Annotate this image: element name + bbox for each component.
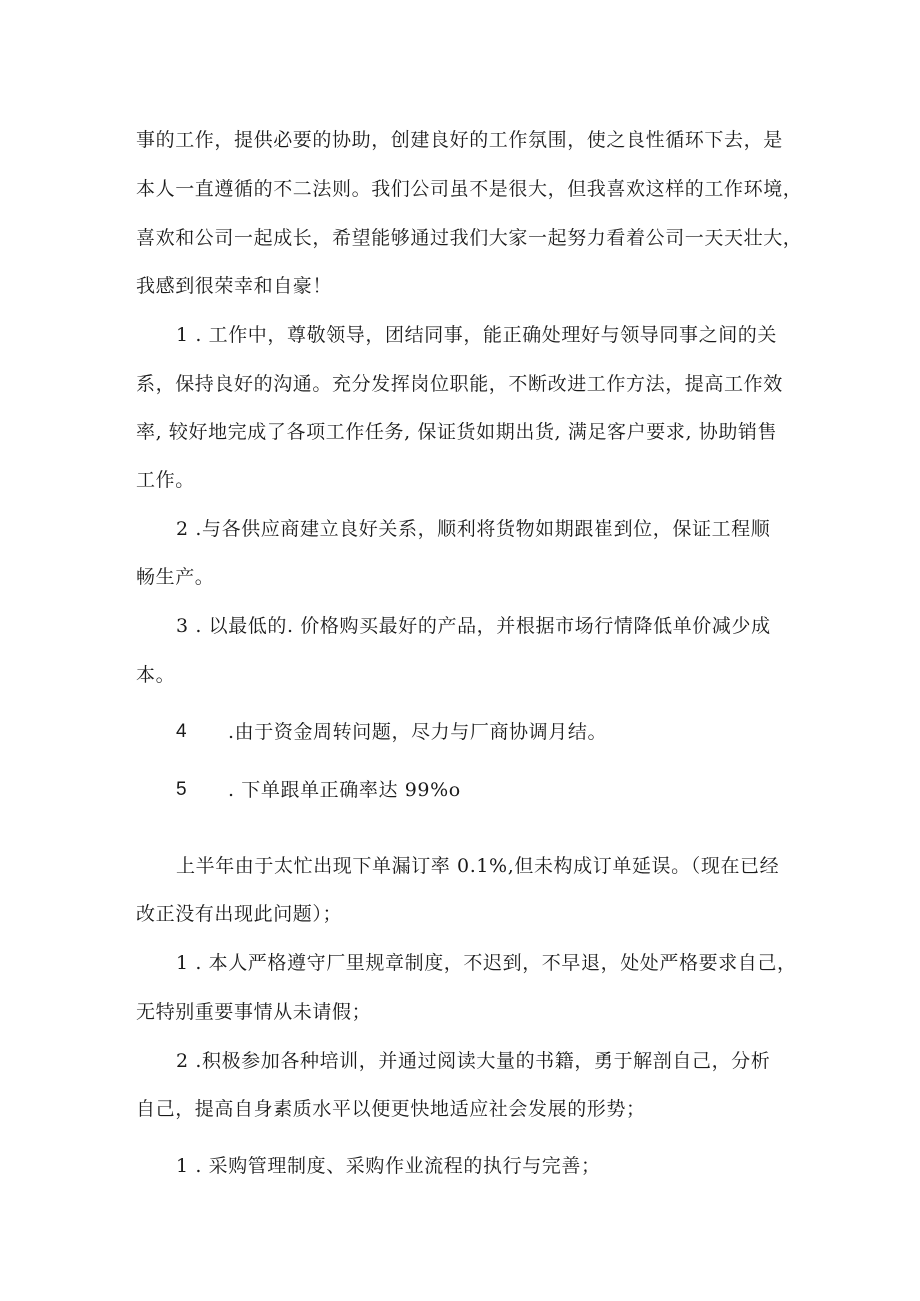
paragraph-line: 本人一直遵循的不二法则。我们公司虽不是很大，但我喜欢这样的工作环境，	[136, 178, 803, 200]
paragraph-line: 上半年由于太忙出现下单漏订率 0.1%,但未构成订单延误。（现在已经	[176, 855, 780, 877]
paragraph-line: 畅生产。	[136, 566, 215, 588]
paragraph-line: 无特别重要事情从未请假；	[136, 1001, 372, 1023]
list-item-1-line: 1 . 采购管理制度、采购作业流程的执行与完善；	[176, 1155, 601, 1177]
paragraph-line: 系，保持良好的沟通。充分发挥岗位职能，不断改进工作方法，提高工作效	[136, 373, 783, 395]
list-item-5-number: 5	[176, 779, 188, 800]
list-item-1-line: 1 . 工作中，尊敬领导，团结同事，能正确处理好与领导同事之间的关	[176, 324, 778, 346]
paragraph-line: 本。	[136, 664, 176, 686]
list-item-2-line: 2 .积极参加各种培训，并通过阅读大量的书籍，勇于解剖自己，分析	[176, 1050, 771, 1072]
list-item-2-line: 2 .与各供应商建立良好关系，顺利将货物如期跟崔到位，保证工程顺	[176, 518, 771, 540]
list-item-1-line: 1 . 本人严格遵守厂里规章制度，不迟到，不早退，处处严格要求自己，	[176, 952, 797, 974]
list-item-3-line: 3 . 以最低的. 价格购买最好的产品，并根据市场行情降低单价减少成	[176, 615, 771, 637]
paragraph-line: 事的工作，提供必要的协助，创建良好的工作氛围，使之良性循环下去，是	[136, 129, 783, 151]
list-item-4-text: .由于资金周转问题，尽力与厂商协调月结。	[228, 721, 608, 743]
list-item-5-text: . 下单跟单正确率达 99%o	[228, 779, 461, 801]
paragraph-line: 率, 较好地完成了各项工作任务, 保证货如期出货, 满足客户要求, 协助销售	[136, 421, 778, 443]
list-item-4-number: 4	[176, 721, 188, 742]
paragraph-line: 我感到很荣幸和自豪！	[136, 275, 333, 297]
paragraph-line: 喜欢和公司一起成长，希望能够通过我们大家一起努力看着公司一天天壮大，	[136, 227, 803, 249]
paragraph-line: 工作。	[136, 469, 195, 491]
paragraph-line: 改正没有出现此问题）；	[136, 903, 343, 925]
paragraph-line: 自己，提高自身素质水平以便更快地适应社会发展的形势；	[136, 1098, 646, 1120]
